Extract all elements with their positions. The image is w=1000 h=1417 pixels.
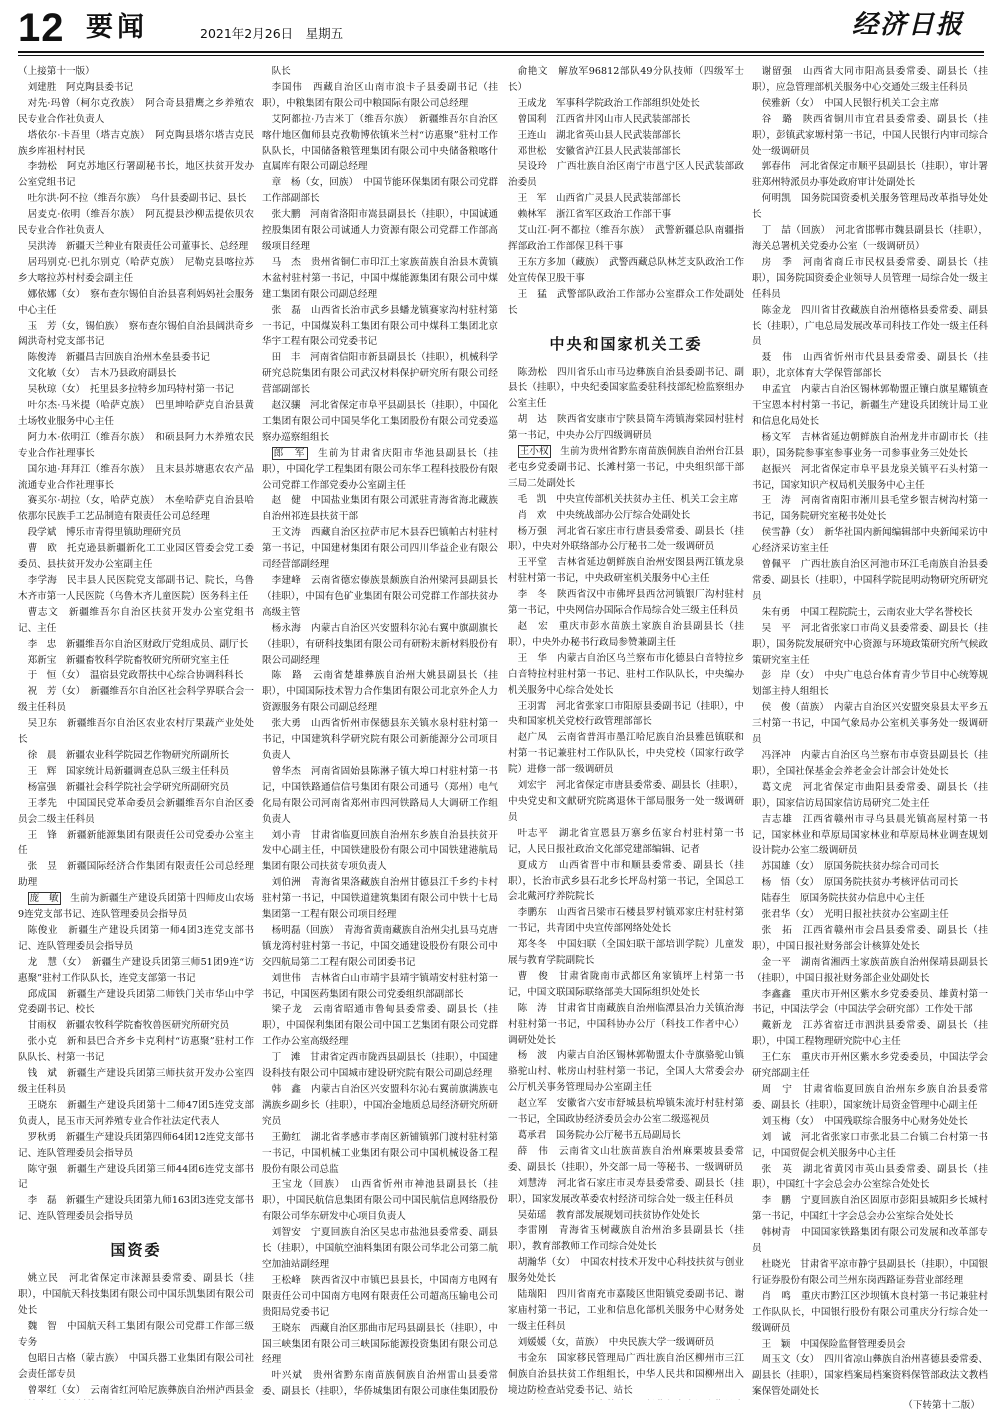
list-item: 赵立军 安徽省六安市舒城县杭埠镇朱流圩村驻村第一书记，全国政协经济委员会办公室二级巡视员 [508, 1098, 744, 1126]
list-item: 赵 健 中国盐业集团有限公司派驻青海省海北藏族自治州祁连县扶贫干部 [262, 495, 498, 523]
list-item: 杜晓光 甘肃省平凉市静宁县副县长（挂职），中国银行证券股份有限公司兰州东岗西路证券营业部经理 [752, 1258, 988, 1286]
header-rule [18, 51, 984, 53]
list-item: 姚立民 河北省保定市涞源县委常委、副县长（挂职），中国航天科技集团有限公司中国乐凯集团有限公司处长 [18, 1273, 254, 1316]
list-item: 王 军 山西省广灵县人民武装部部长 [517, 193, 681, 205]
list-item: 陈金龙 四川省甘孜藏族自治州德格县委常委、副县长（挂职），广电总局发展改革司科技工作处一级主任科员 [752, 304, 988, 348]
entry-list [752, 64, 988, 1400]
list-item: 于 恒（女） 温宿县党政帮扶中心综合协调科科长 [27, 670, 244, 682]
list-item: 王羽霄 河北省张家口市阳原县委副书记（挂职），中央和国家机关党校行政管理部部长 [508, 700, 744, 728]
list-item: 赵振兴 河北省保定市阜平县龙泉关镇平石头村第一书记，国家知识产权局机关服务中心主任 [752, 463, 988, 491]
list-item: 刘玉梅（女） 中国残联综合服务中心财务处处长 [761, 1115, 968, 1127]
list-item: 何明凯 国务院国资委机关服务管理局改革指导处处长 [752, 193, 988, 221]
list-item: 夏成方 山西省晋中市和顺县委常委、副县长（挂职），长治市武乡县石北乡长坪岛村第一书记，全国总工会北戴河疗养院院长 [508, 859, 744, 903]
entry-list [508, 492, 744, 1400]
list-item: 张 昱 新疆国际经济合作集团有限责任公司总经理助理 [18, 861, 254, 889]
list-item: 张 拓 江西省赣州市会昌县委常委、副县长（挂职），中国日报社财务部会计核算处处长 [752, 924, 988, 952]
list-item: 侯雪静（女） 新华社国内新闻编辑部中央新闻采访中心经济采访室主任 [752, 527, 988, 555]
list-item: 王 锋 新疆新能源集团有限责任公司党委办公室主任 [18, 829, 254, 857]
list-item: 曹志文 新疆维吾尔自治区扶贫开发办公室党组书记、主任 [18, 606, 254, 634]
list-item: 申孟宜 内蒙古自治区锡林郭勒盟正镶白旗星耀镇查干宝恩本村村第一书记，新疆生产建设兵团统计局工业和信息化局处长 [752, 384, 988, 427]
list-item: 俞艳文 解放军96812部队49分队技师（四级军士长） [508, 66, 744, 93]
list-item: 金一平 湖南省湘西土家族苗族自治州保靖县副县长（挂职），中国日报社财务部企业处副处长 [752, 956, 988, 984]
list-item: 梁子龙 云南省昭通市鲁甸县委常委、副县长（挂职），中国保利集团有限公司中国工艺集团有限公司党群工作办公室高级经理 [262, 1004, 498, 1048]
entry-list [262, 493, 498, 1400]
list-item: 王 颖 中国保险监督管理委员会 [761, 1338, 906, 1350]
list-item: 张小克 新和县巴合齐乡卡克利村“访惠聚”驻村工作队队长、村第一书记 [18, 1036, 254, 1064]
list-item: 丁 喆（回族） 河北省邯郸市魏县副县长（挂职），海关总署机关党委办公室（一级调研员） [752, 225, 988, 252]
list-item: 吴洪涛 新疆天兰种业有限责任公司董事长、总经理 [27, 240, 249, 252]
list-item: 郑新宝 新疆畜牧科学院畜牧研究所研究室主任 [27, 654, 230, 666]
list-item: 对先·玛曾（柯尔克孜族） 阿合奇县猎鹰之乡养殖农民专业合作社负责人 [18, 97, 254, 125]
list-item: 王仁东 重庆市开州区紫水乡党委委员，中国法学会研究部副主任 [752, 1052, 988, 1080]
list-item: 张大鹏 河南省洛阳市嵩县副县长（挂职），中国诚通控股集团有限公司诚通人力资源有限公司党群工作部高级项目经理 [262, 209, 498, 252]
list-item: 王 涛 河南省南阳市淅川县毛堂乡银吉树沟村第一书记，国务院研究室秘书处处长 [752, 495, 988, 523]
memorial-text: 生前为甘肃省庆阳市华池县副县长（挂职），中国化学工程集团有限公司东华工程科技股份有限公司党群工作部党委办公室副主任 [262, 447, 498, 491]
list-item: 王晓东 西藏自治区那曲市尼玛县副县长（挂职），中国三峡集团有限公司三峡国际能源投资集团有限公司总经理 [262, 1322, 498, 1366]
entry-list [18, 1271, 254, 1400]
list-item: 罗秋勇 新疆生产建设兵团第四师64团12连党支部书记、连队管理委员会指导员 [18, 1131, 254, 1159]
list-item: 薛 伟 云南省文山壮族苗族自治州麻栗坡县委常委、副县长（挂职），外交部一局一等秘书、一级调研员 [508, 1145, 744, 1173]
list-item: 王 猛 武警部队政治工作部办公室群众工作处副处长 [508, 288, 744, 316]
list-item: 赖林军 浙江省军区政治工作部干事 [517, 209, 672, 221]
list-item: 刘智安 宁夏回族自治区吴忠市盐池县委常委、副县长（挂职），中国航空油料集团有限公司华北公司第二航空加油站副经理 [262, 1227, 498, 1270]
list-item: 冯泽冲 内蒙古自治区乌兰察布市卓资县副县长（挂职），全国社保基金会养老金会计部会计处处长 [752, 749, 988, 777]
list-item: 李 磊 新疆生产建设兵团第九师163团3连党支部书记、连队管理委员会指导员 [18, 1195, 254, 1223]
list-item: 王 辉 国家统计局新疆调查总队三级主任科员 [27, 765, 230, 777]
list-item: 刘建胜 阿克陶县委书记 [27, 81, 134, 93]
list-item: 周 宁 甘肃省临夏回族自治州东乡族自治县委常委、副县长（挂职），国家统计局资金管理中心副主任 [752, 1084, 988, 1111]
list-item: 曹 俊 甘肃省陇南市武都区角家镇坪上村第一书记，中国文联国际联络部美大国际组织处处长 [508, 970, 744, 998]
list-item: 丁 滩 甘肃省定西市陇西县副县长（挂职），中国建设科技有限公司中国城市建设研究院有限公司副总经理 [262, 1052, 498, 1080]
list-item: 张君华（女） 光明日报社扶贫办公室副主任 [761, 909, 949, 921]
list-item: 包昭日古格（蒙古族） 中国兵器工业集团有限公司社会责任部专员 [18, 1352, 254, 1380]
list-item: 韩 鑫 内蒙古自治区兴安盟科尔沁右翼前旗满族屯满族乡副乡长（挂职），中国冶金地质总局经济研究所研究员 [262, 1084, 498, 1127]
section-title: 要闻 [86, 12, 148, 43]
list-item: 杨万强 河北省石家庄市行唐县委常委、副县长（挂职），中央对外联络部办公厅秘书二处一级调研员 [508, 525, 744, 553]
list-item: 李鑫鑫 重庆市开州区紫水乡党委委员、雄黄村第一书记，中国法学会（中国法学会研究部）工作处干部 [752, 988, 988, 1016]
list-item: 李国伟 西藏自治区山南市浪卡子县委副书记（挂职），中粮集团有限公司中粮国际有限公司总经理 [262, 81, 498, 109]
list-item: 王成龙 军事科学院政治工作部组织处处长 [517, 97, 700, 109]
list-item: 居玛别克·巴扎尔别克（哈萨克族） 尼勒克县喀拉苏乡大喀拉苏村村委会副主任 [18, 256, 254, 284]
issue-date: 2021年2月26日 星期五 [200, 26, 344, 41]
continued-footer: （下转第十二版） [903, 1400, 980, 1411]
column-4 [752, 64, 988, 1400]
list-item: 谢留强 山西省大同市阳高县委常委、副县长（挂职），应急管理部机关服务中心交通处三级主任科员 [752, 66, 988, 93]
list-item: 叶志平 湖北省宣恩县万寨乡伍家台村驻村第一书记，人民日报社政治文化部党建部编辑、记者 [508, 827, 744, 855]
entry-list [508, 365, 744, 445]
list-item: 葛文虎 河北省保定市曲阳县委常委、副县长（挂职），国家信访局国家信访局研究二处主任 [752, 781, 988, 809]
list-item: 王连山 湖北省英山县人民武装部部长 [517, 129, 681, 141]
list-item: 侯 俊（苗族） 内蒙古自治区兴安盟突泉县太平乡五三村第一书记，中国气象局办公室机关事务处一级调研员 [752, 702, 988, 746]
memorial-entry [262, 446, 498, 494]
list-item: 塔依尔·卡吾里（塔吉克族） 阿克陶县塔尔塔吉克民族乡库祖村村民 [18, 129, 254, 157]
list-item: 周玉文（女） 四川省凉山彝族自治州喜德县委常委、副县长（挂职），国家档案局档案资料保管部政法文教档案保管处副处长 [752, 1354, 988, 1398]
list-item: 杨永海 内蒙古自治区兴安盟科尔沁右翼中旗副旗长（挂职），有研科技集团有限公司有研粉末新材料股份有限公司副经理 [262, 622, 498, 666]
list-item: 杨富强 新疆社会科学院社会学研究所副研究员 [27, 781, 230, 793]
highlighted-name: 王小权 [519, 446, 549, 458]
list-item: 陈 路 云南省楚雄彝族自治州大姚县副县长（挂职），中国国际技术智力合作集团有限公司北京外企人力资源服务有限公司副总经理 [262, 670, 498, 714]
list-item: 陈俊业 新疆生产建设兵团第一师4团3连党支部书记、连队管理委员会指导员 [18, 924, 254, 952]
list-item: 艾阿都拉·乃吉米丁（维吾尔族） 新疆维吾尔自治区喀什地区伽师县克孜勒博依镇米兰村“访惠聚”驻村工作队队长，中国储备粮管理集团有限公司中央储备粮喀什直属库有限公司副总经理 [262, 113, 498, 173]
list-item: 刘宏宇 河北省保定市唐县委常委、副县长（挂职），中央党史和文献研究院离退休干部局服务一处一级调研员 [508, 780, 744, 823]
list-item: 曾佩平 广西壮族自治区河池市环江毛南族自治县委常委、副县长（挂职），中国科学院昆明动物研究所研究员 [752, 559, 988, 602]
list-item: 娜依娜（女） 察布查尔锡伯自治县喜利妈妈社会服务中心主任 [18, 288, 254, 316]
list-item: 赵 宏 重庆市彭水苗族土家族自治县副县长（挂职），中央外办秘书行政局参赞兼副主任 [508, 621, 744, 648]
list-item: 李鹏东 山西省吕梁市石楼县罗村镇邓家庄村驻村第一书记，共青团中央宣传部网络处处长 [508, 907, 744, 935]
section-heading: 国资委 [110, 1241, 162, 1260]
list-item: 肖 欢 中央统战部办公厅综合处副处长 [517, 509, 691, 521]
memorial-entry [18, 891, 254, 923]
list-item: 陆瑞阳 四川省南充市嘉陵区世阳镇党委副书记、谢家庙村第一书记，工业和信息化部机关服务中心财务处一级主任科员 [508, 1289, 744, 1332]
list-item: 胡瀚华（女） 中国农村技术开发中心科技扶贫与创业服务处处长 [508, 1257, 744, 1285]
list-item: 曹 欧 托克逊县新疆新化工工业园区管委会党工委委员、县扶贫开发办公室副主任 [18, 543, 254, 571]
list-item: 吴秋琼（女） 托里县多拉特乡加玛特村第一书记 [27, 384, 234, 396]
list-item: 龙 慧（女） 新疆生产建设兵团第三师51团9连“访惠聚”驻村工作队队长，连党支部第一书记 [18, 956, 254, 984]
list-item: 李勃松 阿克苏地区行署副秘书长，地区扶贫开发办公室党组书记 [18, 161, 254, 189]
list-item: 聂 伟 山西省忻州市代县县委常委、副县长（挂职），北京体育大学保管部部长 [752, 352, 988, 380]
list-item: 陆春生 原国务院扶贫办信息中心主任 [761, 893, 925, 905]
list-item: 吴 平 河北省张家口市尚义县委常委、副县长（挂职），国务院发展研究中心资源与环境政策研究所气候政策研究室主任 [752, 622, 988, 666]
list-item: 王宝龙（回族） 山西省忻州市神池县副县长（挂职），中国民航信息集团有限公司中国民航信息网络股份有限公司华东研发中心项目负责人 [262, 1179, 498, 1223]
list-item: 居麦克·依明（维吾尔族） 阿瓦提县沙柳盂提依贝农民专业合作社负责人 [18, 209, 254, 237]
entry-list [18, 923, 254, 1225]
list-item: 田 丰 河南省信阳市新县副县长（挂职），机械科学研究总院集团有限公司武汉材料保护研究所有限公司经营部副部长 [262, 352, 498, 396]
list-item: 陈俊涛 新疆昌吉回族自治州木垒县委书记 [27, 352, 210, 364]
list-item: 杨 悟（女） 原国务院扶贫办考核评估司司长 [761, 877, 959, 889]
list-item: 刘伯洲 青海省果洛藏族自治州甘德县江千乡约卡村驻村第一书记，中国铁道建筑集团有限公司中铁十七局集团第一工程有限公司项目经理 [262, 877, 498, 921]
highlighted-name: 庞 敏 [29, 893, 59, 905]
list-item: 刘世伟 吉林省白山市靖宇县靖宇镇靖安村驻村第一书记，中国医药集团有限公司党委组织部副部长 [262, 972, 498, 1000]
list-item: 杨文军 吉林省延边朝鲜族自治州龙井市副市长（挂职），国务院参事室参事业务一司参事业务三处处长 [752, 431, 988, 459]
list-item: 刘媛媛（女，苗族） 中央民族大学一级调研员 [517, 1336, 715, 1348]
list-item: 陈 涛 甘肃省甘南藏族自治州临潭县冶力关镇治海村驻村第一书记，中国科协办公厅（科技工作者中心）调研处处长 [508, 1002, 744, 1046]
list-item: 曾华杰 河南省固始县陈淋子镇大埠口村驻村第一书记，中国铁路通信信号集团有限公司通号（郑州）电气化局有限公司河南省郑州市四河铁路局人大调研工作组负责人 [262, 765, 498, 825]
list-item: 刘慧涛 河北省石家庄市灵寿县委常委、副县长（挂职），国家发展改革委农村经济司综合处一级主任科员 [508, 1177, 744, 1205]
column-1 [18, 64, 254, 1400]
list-item: 王晓东 新疆生产建设兵团第十二师47团5连党支部负责人，昆玉市天河养殖专业合作社法定代表人 [18, 1099, 254, 1127]
list-item: 文化敏（女） 吉木乃县政府副县长 [27, 368, 177, 380]
list-item: 曾翠红（女） 云南省红河哈尼族彝族自治州泸西县金 [27, 1384, 254, 1396]
highlighted-name: 郎 军 [273, 447, 306, 459]
list-item: 胡 达 陕西省安康市宁陕县筒车湾镇海棠园村驻村第一书记，中央办公厅四级调研员 [508, 414, 744, 442]
list-item: 李 冬 陕西省汉中市佛坪县西岔河镇银厂沟村驻村第一书记，中央网信办国际合作局综合处三级主任科员 [508, 589, 744, 617]
list-item: 魏 智 中国航天科工集团有限公司党群工作部三级专务 [18, 1320, 254, 1348]
memorial-text: 生前为贵州省黔东南苗族侗族自治州台江县老屯乡党委副书记、长滩村第一书记，中央组织部干部三局二处副处长 [508, 446, 744, 489]
list-item: 叶尔杰·马米提（哈萨克族） 巴里坤哈萨克自治县黄土场牧业服务中心主任 [18, 400, 254, 427]
entry-list [508, 64, 744, 319]
list-item: 王文涛 西藏自治区拉萨市尼木县吞巴镇帕古村驻村第一书记，中国建材集团有限公司四川华益企业有限公司经营部副经理 [262, 527, 498, 571]
masthead [0, 0, 1000, 50]
list-item: 刘小青 甘肃省临夏回族自治州东乡族自治县扶贫开发中心副主任，中国铁建股份有限公司中国铁建港航局集团有限公司扶贫专项负责人 [262, 829, 498, 873]
section-heading: 中央和国家机关工委 [549, 334, 703, 353]
list-item: 邓世松 安徽省泸江县人民武装部部长 [517, 145, 681, 157]
list-item: 艾山江·阿不都拉（维吾尔族） 武警新疆总队南疆指挥部政治工作部保卫科干事 [508, 225, 744, 252]
list-item: 吴茹瑶 教育部发展规划司扶贫协作处处长 [517, 1209, 700, 1221]
list-item: 郭春伟 河北省保定市顺平县副县长（挂职），审计署驻郑州特派员办事处政府审计处副处长 [752, 161, 988, 189]
list-item: 张大勇 山西省忻州市保德县东关镇水泉村驻村第一书记，中国建筑科学研究院有限公司新能源分公司项目负责人 [262, 718, 498, 761]
list-item: 李 忠 新疆维吾尔自治区财政厅党组成员、副厅长 [27, 638, 249, 650]
list-item: 马 杰 贵州省铜仁市印江土家族苗族自治县木黄镇木盆村驻村第一书记，中国中煤能源集团有限公司中煤建工集团有限公司副总经理 [262, 256, 498, 300]
header-rule-thin [18, 55, 984, 56]
list-item: 李建峰 云南省德宏傣族景颇族自治州梁河县副县长（挂职），中国有色矿业集团有限公司党群工作部扶贫办高级主管 [262, 575, 498, 618]
memorial-entry [508, 444, 744, 492]
entry-list [18, 80, 254, 891]
list-item: 肖 鸣 重庆市黔江区沙坝镇木良村第一书记兼驻村工作队队长，中国银行股份有限公司重庆分行综合处一级调研员 [752, 1290, 988, 1334]
continued-note: （上接第十一版） [18, 66, 95, 77]
list-item: 赛买尔·胡拉（女，哈萨克族） 木垒哈萨克自治县哈依那尔民族手工艺品制造有限责任公司总经理 [18, 495, 254, 523]
column-3 [508, 64, 744, 1400]
list-item: 甘雨权 新疆农牧科学院畜牧兽医研究所研究员 [27, 1020, 230, 1032]
page-number: 12 [18, 6, 65, 50]
list-item: 张 英 湖北省黄冈市英山县委常委、副县长（挂职），中国红十字会总会办公室综合处处长 [752, 1163, 988, 1191]
list-item: 段学斌 博乐市青得里镇助理研究员 [27, 527, 182, 539]
list-item: 王勤红 湖北省孝感市孝南区新铺镇郭门渡村驻村第一书记，中国机械工业集团有限公司中国机械设备工程股份有限公司总监 [262, 1131, 498, 1175]
list-item: 朱有勇 中国工程院院士，云南农业大学名誉校长 [761, 606, 973, 618]
list-item: 杨 波 内蒙古自治区锡林郭勒盟太仆寺旗骆驼山镇骆驼山村、帐房山村驻村第一书记，全国人大常委会办公厅机关事务管理局办公室副主任 [508, 1050, 744, 1094]
list-item: 王 华 内蒙古自治区乌兰察布市化德县白音特拉乡白音特拉村驻村第一书记、驻村工作队队长，中央编办机关服务中心综合处处长 [508, 652, 744, 696]
list-item: 章 杨（女，回族） 中国节能环保集团有限公司党群工作部副部长 [262, 177, 498, 205]
list-item: 李 鹏 宁夏回族自治区固原市彭阳县城阳乡长城村第一书记，中国红十字会总会办公室综合处处长 [752, 1195, 988, 1223]
list-item: 王松峰 陕西省汉中市镇巴县县长，中国南方电网有限责任公司中国南方电网有限责任公司超高压输电公司贵阳局党委书记 [262, 1274, 498, 1318]
list-item: 祝 芳（女） 新疆维吾尔自治区社会科学界联合会一级主任科员 [18, 686, 254, 714]
list-item: 韩树青 中国国家铁路集团有限公司发展和改革部专员 [752, 1227, 988, 1255]
list-item: 吉志雄 江西省赣州市寻乌县晨光镇高屋村第一书记，国家林业和草原局国家林业和草原局林业调查规划设计院办公室二级调研员 [752, 813, 988, 857]
entry-list [262, 64, 498, 446]
column-2 [262, 64, 498, 1400]
list-item: 徐 晨 新疆农业科学院园艺作物研究所副所长 [27, 749, 230, 761]
list-item: 侯雅新（女） 中国人民银行机关工会主席 [761, 97, 940, 109]
list-item: 谷 璐 陕西省铜川市宜君县委常委、副县长（挂职），彭镇武家塬村第一书记，中国人民银行内审司综合处一级调研员 [752, 113, 988, 157]
list-item: 国尔迪·拜拜江（维吾尔族） 且末县苏塘惠农农产品流通专业合作社理事长 [18, 463, 254, 491]
list-item: 杨明磊（回族） 青海省黄南藏族自治州尖扎县马克唐镇龙湾村驻村第一书记，中国交通建设股份有限公司中交四航局第二工程有限公司团委书记 [262, 924, 498, 968]
list-item: 苏国雄（女） 原国务院扶贫办综合司司长 [761, 861, 940, 873]
list-item: 葛承君 国务院办公厅秘书五局副局长 [517, 1130, 681, 1141]
list-item: 刘 诚 河北省张家口市张北县二台镇二台村第一书记，中国贸促会机关服务中心主任 [752, 1131, 988, 1159]
memorial-text: 生前为新疆生产建设兵团第十四师皮山农场9连党支部书记、连队管理委员会指导员 [18, 893, 254, 921]
list-item: 韦金东 国家移民管理局广西壮族自治区柳州市三江侗族自治县扶贫工作组组长，中华人民共和国柳州出入境边防检查站党委书记、站长 [508, 1352, 744, 1396]
list-item: 王平堂 吉林省延边朝鲜族自治州安图县两江镇龙泉村驻村第一书记，中央政研室机关服务中心主任 [508, 557, 744, 585]
list-item: 彭 岸（女） 中央广电总台体育青少节目中心统筹规划部主持人组组长 [752, 670, 988, 698]
list-item: 戴新龙 江苏省宿迁市泗洪县委常委、副县长（挂职），中国工程物理研究院中心主任 [752, 1020, 988, 1048]
list-item: 郑冬冬 中国妇联（全国妇联干部培训学院）儿童发展与教育学院副院长 [508, 939, 744, 967]
list-item: 张 磊 山西省长治市武乡县蟠龙镇赛家沟村驻村第一书记，中国煤炭科工集团有限公司中煤科工集团北京华宇工程有限公司党委书记 [262, 304, 498, 348]
list-item: 赵汉骧 河北省保定市阜平县副县长（挂职），中国化工集团有限公司中国昊华化工集团股份有限公司党委巡察办巡察组组长 [262, 400, 498, 443]
list-item: 邱成国 新疆生产建设兵团第二师铁门关市华山中学党委副书记、校长 [18, 988, 254, 1016]
list-item: 陈劲松 四川省乐山市马边彝族自治县委副书记、副县长（挂职），中央纪委国家监委驻科技部纪检监察组办公室主任 [508, 366, 744, 410]
list-item: 王东方多加（藏族） 武警西藏总队林芝支队政治工作处宣传保卫股干事 [508, 256, 744, 284]
list-item: 队长 [271, 66, 291, 77]
list-item: 王孝先 中国国民党革命委员会新疆维吾尔自治区委员会二级主任科员 [18, 797, 254, 825]
list-item: 吴设玲 广西壮族自治区南宁市邕宁区人民武装部政治委员 [508, 161, 744, 189]
list-item: 陈守强 新疆生产建设兵团第三师44团6连党支部书记 [18, 1163, 254, 1191]
list-item: 房 季 河南省商丘市民权县委常委、副县长（挂职），国务院国资委企业领导人员管理一局综合处一级主任科员 [752, 256, 988, 300]
list-item: 玉 芳（女，锡伯族） 察布查尔锡伯自治县阔洪奇乡阔洪奇村党支部书记 [18, 320, 254, 348]
list-item: 叶兴斌 贵州省黔东南苗族侗族自治州雷山县委常委、副县长（挂职），华侨城集团有限公司康佳集团股份 [262, 1370, 498, 1398]
list-item: 阿力木·依明江（维吾尔族） 和硕县阿力木养殖农民专业合作社理事长 [18, 431, 254, 459]
list-item: 曾国利 江西省井冈山市人民武装部部长 [517, 113, 691, 125]
list-item: 李学海 民丰县人民医院党支部副书记、院长，乌鲁木齐市第一人民医院（乌鲁木齐儿童医院）医务科主任 [18, 575, 254, 602]
list-item: 李雷刚 青海省玉树藏族自治州治多县副县长（挂职），教育部教师工作司综合处处长 [508, 1225, 744, 1253]
list-item: 钱 斌 新疆生产建设兵团第三师扶贫开发办公室四级主任科员 [18, 1068, 254, 1095]
list-item: 毛 凯 中央宣传部机关扶贫办主任、机关工会主席 [517, 493, 739, 505]
list-item: 赵广凤 云南省普洱市墨江哈尼族自治县雅邑镇联和村第一书记兼驻村工作队队长，中央党校（国家行政学院）进修一部一级调研员 [508, 732, 744, 776]
list-item: 吐尔洪·阿不拉（维吾尔族） 乌什县委副书记、县长 [27, 193, 247, 205]
list-item: 吴卫东 新疆维吾尔自治区农业农村厅果蔬产业处处长 [18, 718, 254, 746]
list-item [508, 1398, 744, 1400]
newspaper-logo: 经济日报 [851, 10, 964, 40]
